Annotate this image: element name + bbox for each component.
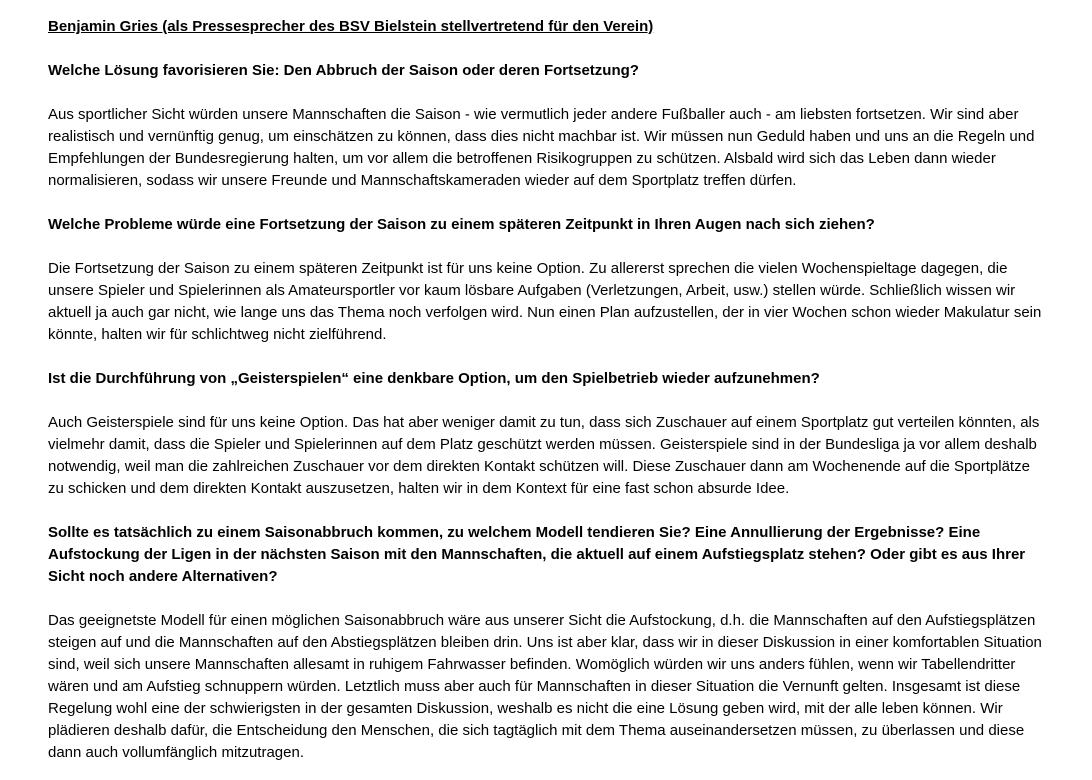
interview-question-2: Welche Probleme würde eine Fortsetzung der Saison zu einem späteren Zeitpunkt in Ihren Augen nach sich ziehen? [48,216,875,233]
interview-question-1: Welche Lösung favorisieren Sie: Den Abbruch der Saison oder deren Fortsetzung? [48,62,639,79]
qa-block-3 [48,368,1042,500]
interview-answer-1: Aus sportlicher Sicht würden unsere Mannschaften die Saison - wie vermutlich jeder andere Fußballer auch - am liebsten fortsetzen. Wir sind aber realistisch und vernünftig genug, um einschätzen zu können, dass dies nicht machbar ist. Wir müssen nun Geduld haben und uns an die Regeln und Empfehlungen der Bundesregierung halten, um vor allem die betroffenen Risikogruppen zu schützen. Alsbald wird sich das Leben dann wieder normalisieren, sodass wir unsere Freunde und Mannschaftskameraden wieder auf dem Sportplatz treffen dürfen. [48,106,1035,189]
interview-answer-3: Auch Geisterspiele sind für uns keine Option. Das hat aber weniger damit zu tun, dass sich Zuschauer auf einem Sportplatz gut verteilen könnten, als vielmehr damit, dass die Spieler und Spielerinnen auf dem Platz geschützt werden müssen. Geisterspiele sind in der Bundesliga ja vor allem deshalb notwendig, weil man die zahlreichen Zuschauer vor dem direkten Kontakt schützen will. Diese Zuschauer dann am Wochenende auf die Sportplätze zu schicken und dem direkten Kontakt auszusetzen, halten wir in dem Kontext für eine fast schon absurde Idee. [48,414,1040,497]
qa-block-1 [48,60,1042,192]
interview-question-4: Sollte es tatsächlich zu einem Saisonabbruch kommen, zu welchem Modell tendieren Sie? Eine Annullierung der Ergebnisse? Eine Aufstockung der Ligen in der nächsten Saison mit den Mannschaften, die aktuell auf einem Aufstiegsplatz stehen? Oder gibt es aus Ihrer Sicht noch andere Alternativen? [48,524,1026,585]
qa-block-2 [48,214,1042,346]
interview-question-3: Ist die Durchführung von „Geisterspielen“ eine denkbare Option, um den Spielbetrieb wieder aufzunehmen? [48,370,820,387]
document-title: Benjamin Gries (als Pressesprecher des BSV Bielstein stellvertretend für den Verein) [48,18,654,35]
qa-block-4 [48,522,1042,764]
interview-answer-4: Das geeignetste Modell für einen möglichen Saisonabbruch wäre aus unserer Sicht die Aufstockung, d.h. die Mannschaften auf den Aufstiegsplätzen steigen auf und die Mannschaften auf den Abstiegsplätzen bleiben drin. Uns ist aber klar, dass wir in dieser Diskussion in einer komfortablen Situation sind, weil sich unsere Mannschaften allesamt in ruhigem Fahrwasser befinden. Womöglich würden wir uns anders fühlen, wenn wir Tabellendritter wären und am Aufstieg schnuppern würden. Letztlich muss aber auch für Mannschaften in dieser Situation die Vernunft gelten. Insgesamt ist diese Regelung wohl eine der schwierigsten in der gesamten Diskussion, weshalb es nicht die eine Lösung geben wird, mit der alle leben können. Wir plädieren deshalb dafür, die Entscheidung den Menschen, die sich tagtäglich mit dem Thema auseinandersetzen müssen, zu überlassen und diese dann auch vollumfänglich mitzutragen. [48,612,1042,761]
interview-answer-2: Die Fortsetzung der Saison zu einem späteren Zeitpunkt ist für uns keine Option. Zu allererst sprechen die vielen Wochenspieltage dagegen, die unsere Spieler und Spielerinnen als Amateursportler vor kaum lösbare Aufgaben (Verletzungen, Arbeit, usw.) stellen würde. Schließlich wissen wir aktuell ja auch gar nicht, wie lange uns das Thema noch verfolgen wird. Nun einen Plan aufzustellen, der in vier Wochen schon wieder Makulatur sein könnte, halten wir für schlichtweg nicht zielführend. [48,260,1042,343]
